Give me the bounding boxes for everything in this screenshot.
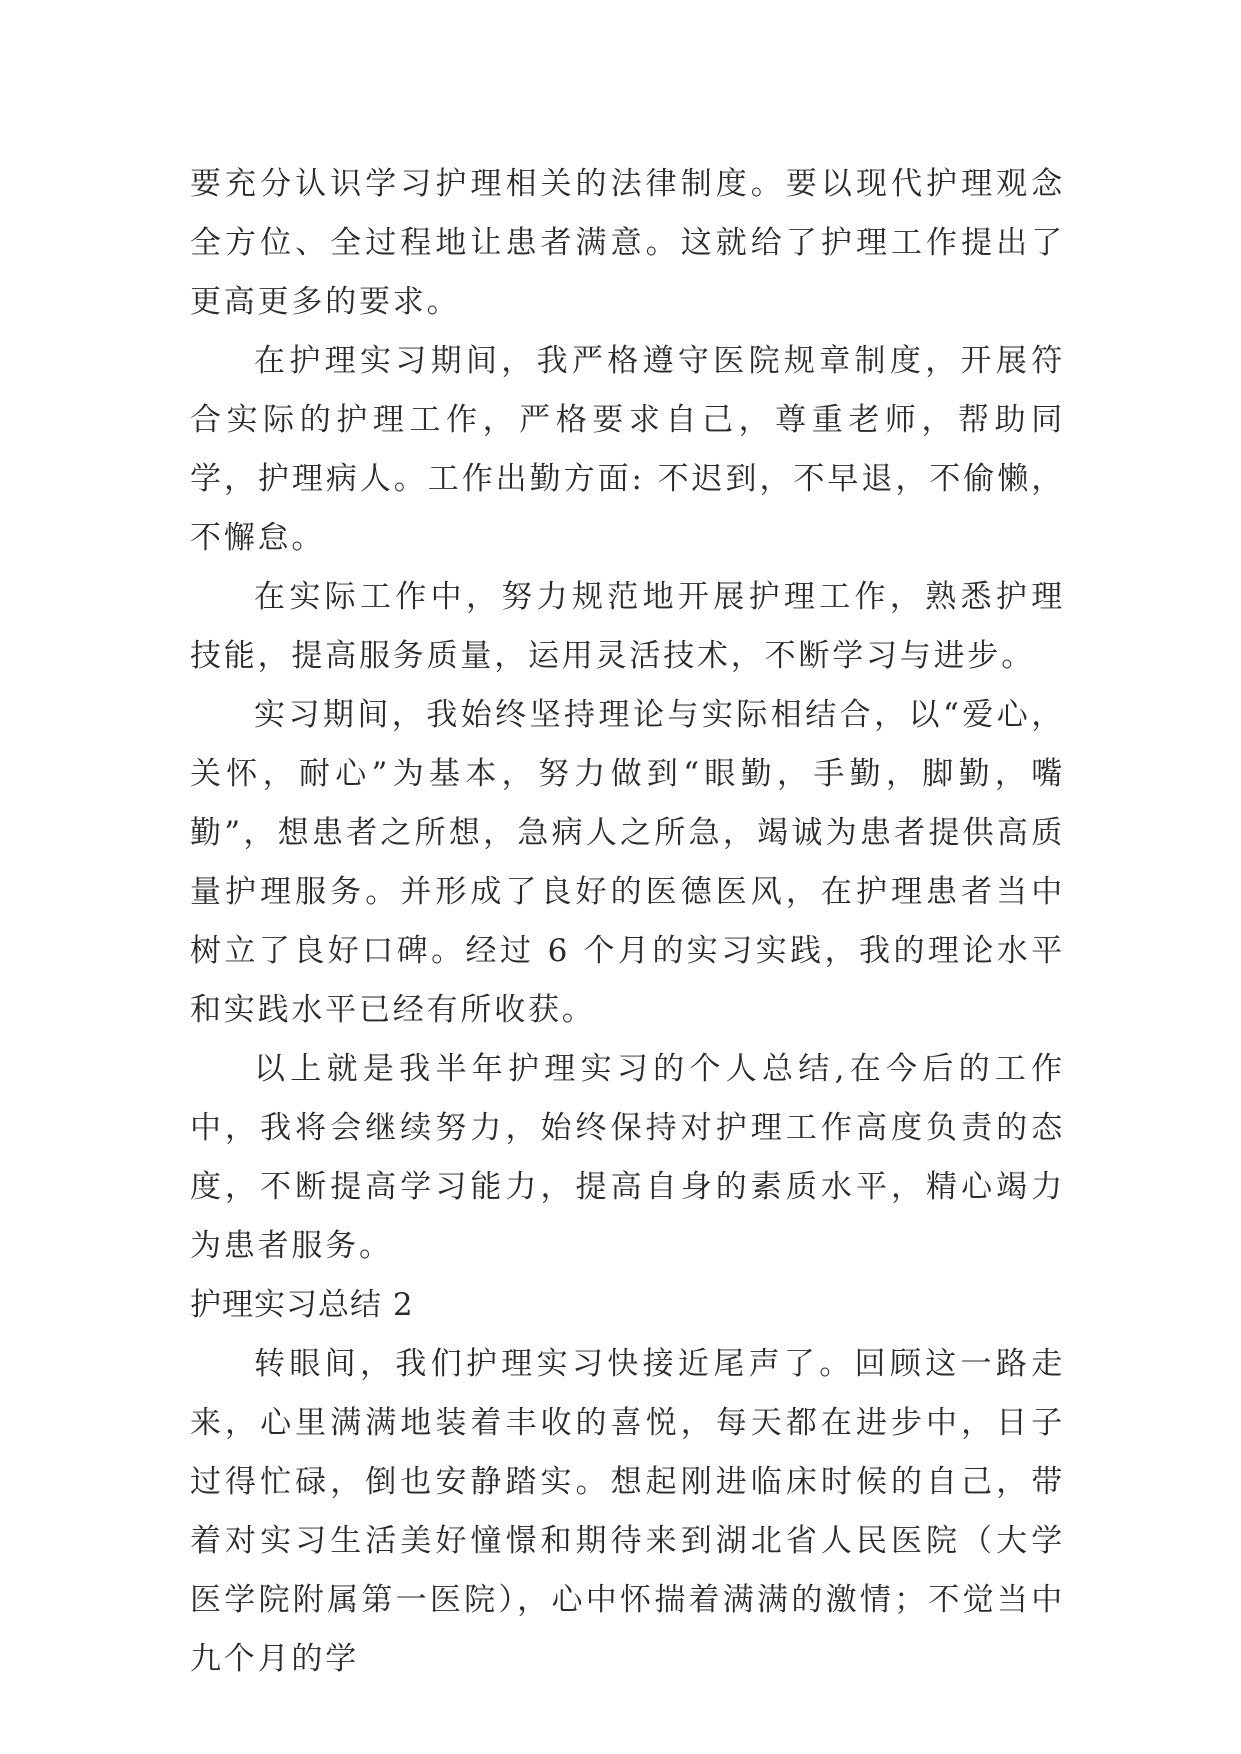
paragraph-3: 在实际工作中，努力规范地开展护理工作，熟悉护理技能，提高服务质量，运用灵活技术，不断学习与进步。	[190, 579, 1065, 674]
section-heading: 护理实习总结 2	[190, 1287, 414, 1323]
paragraph-2: 在护理实习期间，我严格遵守医院规章制度，开展符合实际的护理工作，严格要求自己，尊重老师，帮助同学，护理病人。工作出勤方面: 不迟到，不早退，不偷懒，不懈怠。	[190, 343, 1065, 556]
paragraph-4: 实习期间，我始终坚持理论与实际相结合，以“爱心，关怀，耐心”为基本，努力做到“眼勤，手勤，脚勤，嘴勤”，想患者之所想，急病人之所急，竭诚为患者提供高质量护理服务。并形成了良好的医德医风，在护理患者当中树立了良好口碑。经过 6 个月的实习实践，我的理论水平和实践水平已经有所收获。	[190, 697, 1065, 1028]
document-page	[190, 155, 1065, 1689]
paragraph-5: 以上就是我半年护理实习的个人总结,在今后的工作中，我将会继续努力，始终保持对护理工作高度负责的态度，不断提高学习能力，提高自身的素质水平，精心竭力为患者服务。	[190, 1051, 1065, 1264]
paragraph-1: 要充分认识学习护理相关的法律制度。要以现代护理观念全方位、全过程地让患者满意。这就给了护理工作提出了更高更多的要求。	[190, 166, 1065, 320]
paragraph-6: 转眼间，我们护理实习快接近尾声了。回顾这一路走来，心里满满地装着丰收的喜悦，每天都在进步中，日子过得忙碌，倒也安静踏实。想起刚进临床时候的自己，带着对实习生活美好憧憬和期待来到湖北省人民医院（大学医学院附属第一医院），心中怀揣着满满的激情；不觉当中九个月的学	[190, 1346, 1065, 1677]
